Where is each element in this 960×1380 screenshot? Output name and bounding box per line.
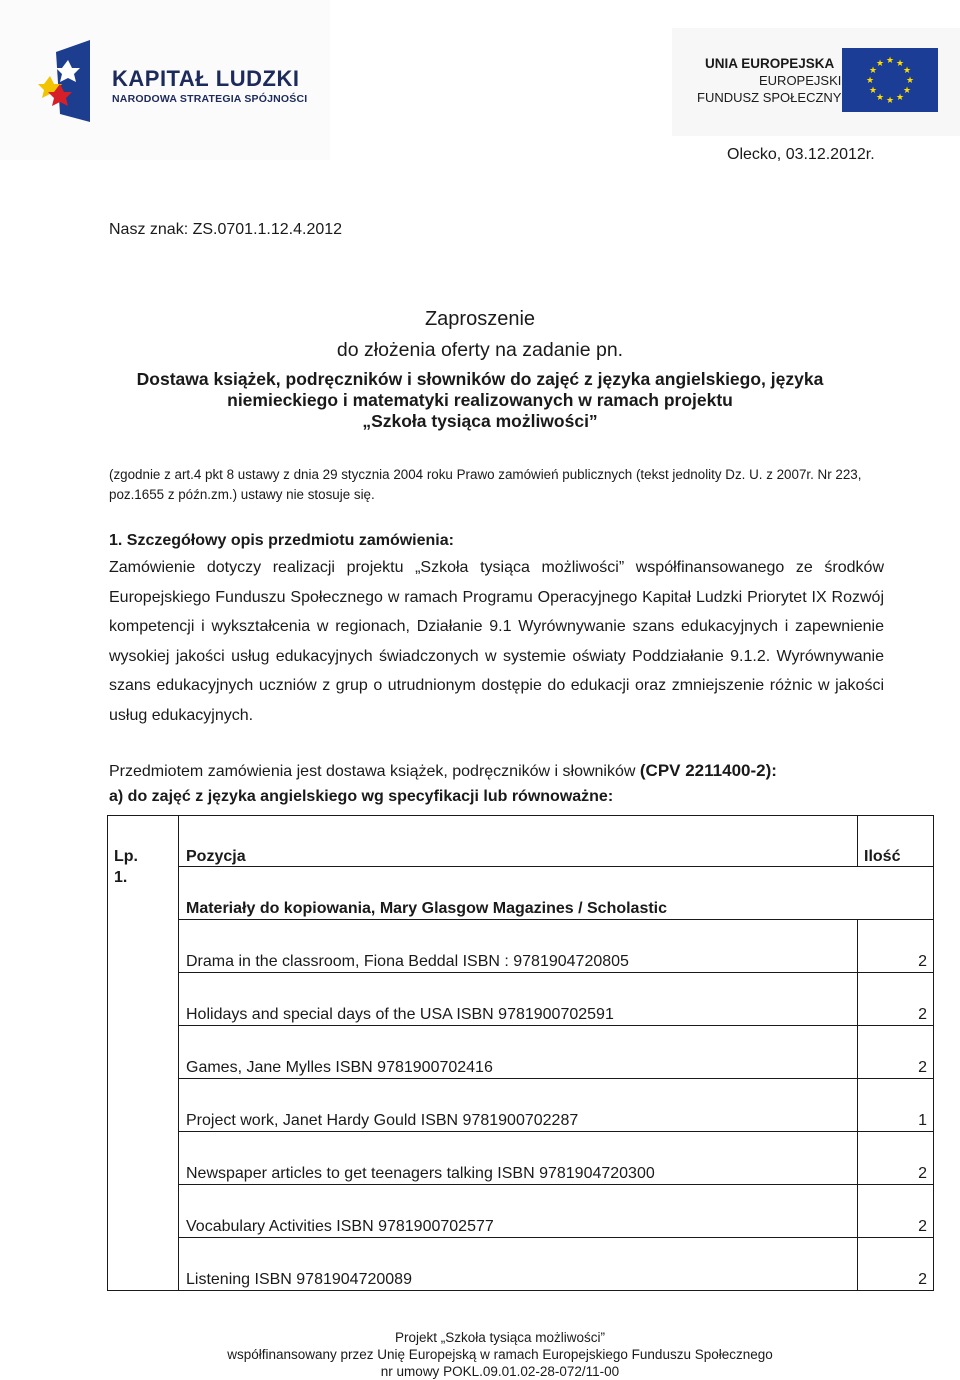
svg-text:★: ★ — [868, 86, 878, 96]
eu-flag-icon — [842, 48, 938, 112]
row-divider — [178, 972, 933, 973]
item-qty: 2 — [918, 1271, 927, 1288]
svg-text:★: ★ — [868, 66, 878, 76]
subject-paragraph — [109, 761, 777, 781]
svg-text:★: ★ — [865, 76, 875, 86]
item-qty: 2 — [918, 1218, 927, 1235]
item-name: Holidays and special days of the USA ISBN 9781900702591 — [186, 1006, 614, 1023]
section-body: Zamówienie dotyczy realizacji projektu „Szkoła tysiąca możliwości” współfinansowanego ze środków Europejskiego Funduszu Społecznego w ramach Programu Operacyjnego Kapitał Ludzki Priorytet IX Rozwój kompetencji i wykształcenia w regionach, Działanie 9.1 Wyrównywanie szans edukacyjnych i zapewnienie wysokiej jakości usług edukacyjnych świadczonych w systemie oświaty Poddziałanie 9.1.2. Wyrównywanie szans edukacyjnych uczniów z grup o utrudnionym dostępie do edukacji oraz zmniejszenie różnic w jakości usług edukacyjnych. — [109, 559, 884, 724]
eu-logo-line2: EUROPEJSKI — [759, 73, 842, 88]
subject-text: Przedmiotem zamówienia jest dostawa książek, podręczników i słowników — [109, 763, 640, 780]
svg-text:★: ★ — [905, 76, 915, 86]
section-heading: 1. Szczegółowy opis przedmiotu zamówienia: — [109, 532, 454, 549]
eu-logo-line3: FUNDUSZ SPOŁECZNY — [697, 90, 842, 105]
row-divider — [178, 919, 933, 920]
item-name: Listening ISBN 9781904720089 — [186, 1271, 412, 1288]
svg-text:★: ★ — [902, 86, 912, 96]
group-title: Materiały do kopiowania, Mary Glasgow Magazines / Scholastic — [186, 900, 668, 917]
item-name: Vocabulary Activities ISBN 9781900702577 — [186, 1218, 494, 1235]
header-position: Pozycja — [186, 848, 246, 865]
legal-basis: (zgodnie z art.4 pkt 8 ustawy z dnia 29 stycznia 2004 roku Prawo zamówień publicznych (tekst jednolity Dz. U. z 2007r. Nr 223, poz.1655 z późn.zm.) ustawy nie stosuje się. — [109, 467, 862, 502]
item-qty: 2 — [918, 1006, 927, 1023]
svg-text:★: ★ — [902, 66, 912, 76]
column-divider — [857, 816, 858, 866]
task-name-line2: niemieckiego i matematyki realizowanych w ramach projektu — [227, 390, 733, 410]
row-divider — [178, 1131, 933, 1132]
row-divider — [178, 1184, 933, 1185]
item-name: Drama in the classroom, Fiona Beddal ISBN : 9781904720805 — [186, 953, 629, 970]
footer-contract-number: nr umowy POKL.09.01.02-28-072/11-00 — [380, 1364, 620, 1379]
kapital-ludzki-emblem-icon — [38, 38, 110, 126]
item-name: Games, Jane Mylles ISBN 9781900702416 — [186, 1059, 493, 1076]
item-qty: 2 — [918, 1165, 927, 1182]
item-name: Newspaper articles to get teenagers talking ISBN 9781904720300 — [186, 1165, 655, 1182]
cpv-code: (CPV 2211400-2): — [639, 761, 777, 780]
svg-text:★: ★ — [875, 93, 885, 103]
row-divider — [178, 1078, 933, 1079]
kapital-ludzki-subtitle: NARODOWA STRATEGIA SPÓJNOŚCI — [112, 93, 308, 105]
kapital-ludzki-logo — [0, 0, 330, 160]
svg-text:★: ★ — [895, 93, 905, 103]
specification-table — [107, 815, 934, 1291]
row-divider — [178, 1237, 933, 1238]
column-divider — [857, 919, 858, 1290]
document-title: Zaproszenie — [424, 308, 536, 330]
eu-logo-line1: UNIA EUROPEJSKA — [705, 56, 835, 71]
svg-text:★: ★ — [895, 59, 905, 69]
kapital-ludzki-title: KAPITAŁ LUDZKI — [112, 66, 300, 91]
item-qty: 1 — [918, 1112, 927, 1129]
item-qty: 2 — [918, 1059, 927, 1076]
column-divider — [178, 816, 179, 1290]
header-lp: Lp. — [114, 848, 138, 865]
row-number: 1. — [114, 869, 128, 886]
footer-cofinancing: współfinansowany przez Unię Europejską w ramach Europejskiego Funduszu Społecznego — [227, 1347, 773, 1362]
item-name: Project work, Janet Hardy Gould ISBN 9781900702287 — [186, 1112, 579, 1129]
footer-project: Projekt „Szkoła tysiąca możliwości” — [394, 1330, 606, 1345]
item-qty: 2 — [918, 953, 927, 970]
svg-text:★: ★ — [885, 56, 895, 66]
row-divider — [178, 866, 933, 867]
reference-number: Nasz znak: ZS.0701.1.12.4.2012 — [109, 221, 343, 238]
svg-text:★: ★ — [875, 59, 885, 69]
document-subtitle: do złożenia oferty na zadanie pn. — [336, 339, 624, 361]
task-name-line1: Dostawa książek, podręczników i słowników do zajęć z języka angielskiego, języka — [136, 369, 824, 389]
header-qty: Ilość — [864, 848, 901, 865]
row-divider — [178, 1025, 933, 1026]
letter-date: Olecko, 03.12.2012r. — [727, 146, 875, 163]
project-name: „Szkoła tysiąca możliwości” — [362, 411, 598, 431]
subsection-a: a) do zajęć z języka angielskiego wg specyfikacji lub równoważne: — [109, 788, 614, 805]
svg-text:★: ★ — [885, 96, 895, 106]
